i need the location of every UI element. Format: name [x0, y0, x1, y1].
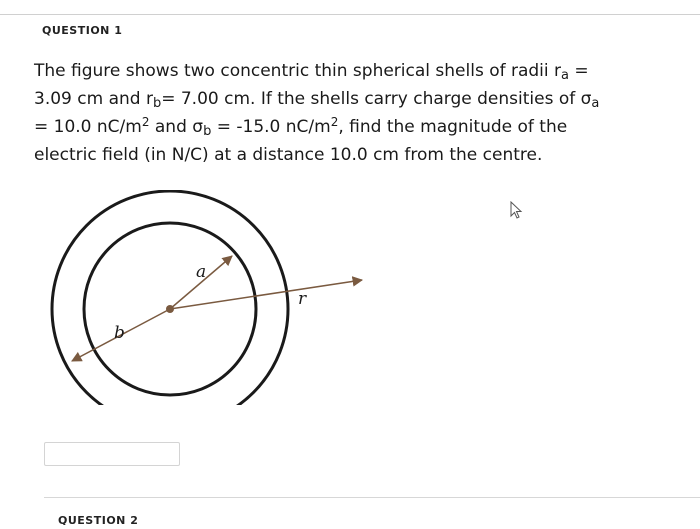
- question-line-1: The figure shows two concentric thin spherical shells of radii $r_a$ =: [34, 61, 589, 83]
- question-line-2: 3.09 cm and $r_b= 7.00$ cm. If the shells carry charge densities of $\sigma_a$: [34, 89, 600, 111]
- question-line-4: electric field (in N/C) at a distance 10.0 cm from the centre.: [34, 145, 543, 165]
- label-a: a: [196, 262, 207, 282]
- question-header: QUESTION 1: [42, 24, 123, 37]
- label-b: b: [114, 323, 125, 343]
- section-divider: [44, 497, 700, 498]
- question-line-3: = 10.0 $nC/m^2$ and $\sigma_b = -15.0$ $nC/m^2$, find the magnitude of the: [34, 115, 568, 139]
- question-text: [34, 57, 684, 169]
- top-divider: [0, 14, 700, 15]
- label-r: r: [298, 289, 307, 309]
- center-point: [166, 305, 174, 313]
- next-question-header: QUESTION 2: [58, 514, 139, 525]
- answer-input[interactable]: [44, 442, 180, 466]
- concentric-shells-figure: [0, 190, 380, 405]
- mouse-pointer-icon: [510, 201, 524, 219]
